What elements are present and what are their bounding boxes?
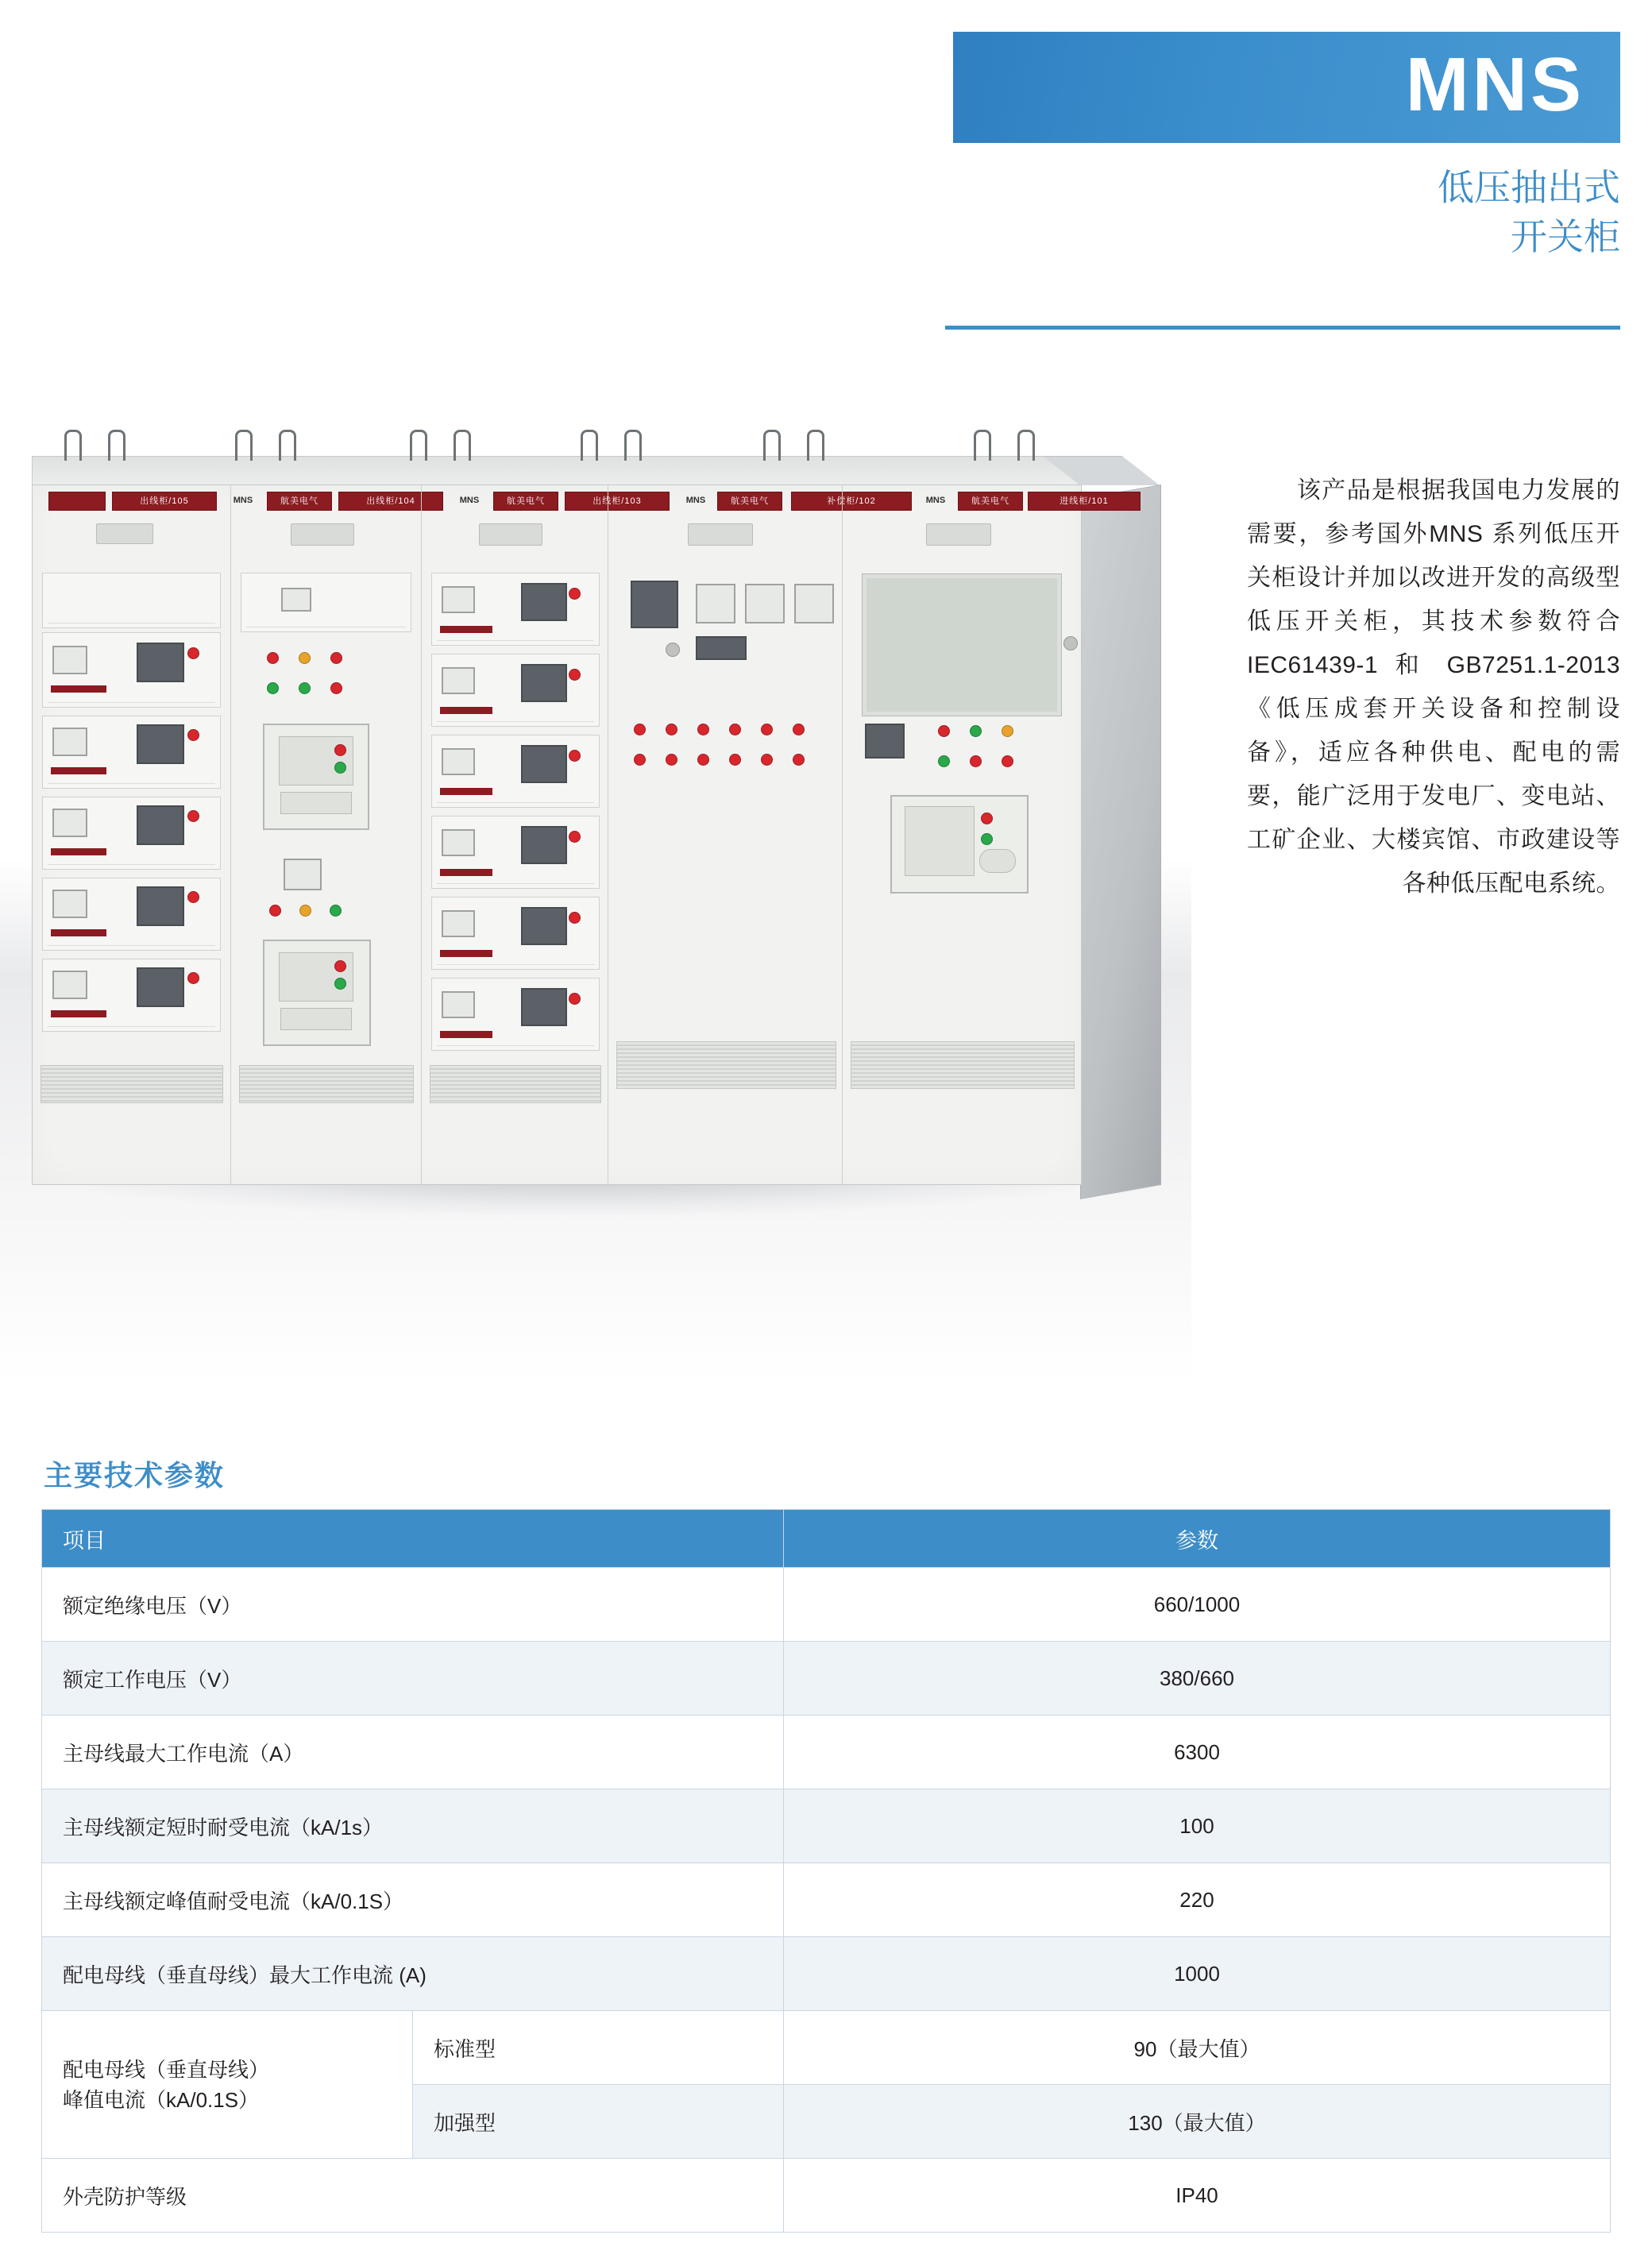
table-row [42,1568,1611,1642]
indicator-lamp-red [793,724,805,735]
unit-label-strip [440,707,492,714]
unit-label-strip [51,1010,106,1017]
brand-tag-plate: 航美电气 [958,492,1023,511]
row-value: 380/660 [784,1642,1611,1716]
indicator-lamp-red [334,744,346,756]
unit-switch-block [137,805,184,845]
breaker-face [279,736,353,786]
indicator-lamp-red [938,725,950,737]
withdrawable-unit [42,573,221,628]
ventilation-louver [616,1041,836,1089]
unit-switch-block [521,826,567,864]
product-subtitle [1064,163,1620,261]
withdrawable-unit [42,632,221,708]
cabinet-panel-103 [422,485,608,1184]
selector-switch [1063,636,1078,650]
row-value: 90（最大值） [784,2011,1611,2085]
product-subtitle-line2: 开关柜 [1511,216,1620,257]
cabinet-label-105: 出线柜/105 [112,492,217,511]
indicator-lamp-red [981,813,993,824]
cabinet-panel-105 [33,485,231,1184]
indicator-lamp-red [634,754,646,766]
indicator-lamp-green [938,755,950,767]
breaker-face [279,952,353,1002]
lifting-eye [1017,430,1035,461]
unit-label-strip [51,685,106,693]
withdrawable-unit [431,735,600,808]
product-subtitle-line1: 低压抽出式 [1438,167,1620,208]
lifting-eye [235,430,253,461]
unit-meter [52,646,87,674]
unit-switch-block [521,583,567,621]
header-divider [945,326,1620,330]
indicator-lamp-amber [299,652,311,664]
indicator-lamp-green [330,905,342,917]
withdrawable-unit [42,797,221,870]
indicator-lamp-red [666,724,677,735]
circuit-breaker [263,724,369,830]
unit-label-strip [51,848,106,855]
unit-switch-block [521,745,567,783]
withdrawable-unit [431,573,600,646]
row-subitem: 加强型 [413,2085,784,2159]
row-value: 6300 [784,1716,1611,1789]
cabinet-front [32,484,1109,1185]
unit-switch-block [137,643,184,682]
unit-meter [442,748,475,775]
indicator-lamp-green [299,682,311,694]
door-handle [688,523,753,546]
row-value: IP40 [784,2159,1611,2233]
table-row [42,1937,1611,2011]
table-row [42,1863,1611,1937]
door-handle [479,523,542,546]
brand-tag-plate: 航美电气 [493,492,558,511]
indicator-lamp-red [569,912,581,924]
header-brand-band [953,32,1620,143]
lifting-eye [279,430,296,461]
breaker-handle [280,792,352,814]
cabinet-panel-104 [231,485,422,1184]
indicator-lamp-red [269,905,281,917]
unit-meter [442,586,475,613]
row-subitem: 标准型 [413,2011,784,2085]
unit-meter [442,910,475,937]
brand-tag-mns: MNS [685,496,706,505]
unit-label-strip [440,1031,492,1038]
withdrawable-unit [42,716,221,789]
withdrawable-unit [431,654,600,727]
lifting-eye [581,430,598,461]
indicator-lamp-red [569,831,581,843]
lifting-eye [108,430,125,461]
product-description: 该产品是根据我国电力发展的需要，参考国外MNS 系列低压开关柜设计并加以改进开发的高级型低压开关柜，其技术参数符合IEC61439-1 和 GB7251.1-2013《低压成套开关设备和控制设备》，适应各种供电、配电的需要，能广泛用于发电厂、变电站、工矿企业、大楼宾馆、市政建设等各种低压配电系统。 [1247,477,1620,897]
cabinet-panel-101 [843,485,1081,1184]
withdrawable-unit [42,959,221,1032]
row-value: 660/1000 [784,1568,1611,1642]
indicator-lamp-red [697,724,709,735]
panel-meter [794,584,834,623]
row-value: 220 [784,1863,1611,1937]
door-handle [291,523,354,546]
cabinet-panel-102 [608,485,843,1184]
indicator-lamp-green [267,682,279,694]
lifting-eye [624,430,642,461]
indicator-lamp-red [187,810,199,822]
control-switch [696,636,747,660]
indicator-lamp-red [569,750,581,762]
header-item: 项目 [42,1510,784,1568]
lifting-eye [763,430,781,461]
indicator-lamp-green [334,762,346,774]
unit-meter [442,991,475,1018]
unit-switch-block [521,907,567,945]
indicator-lamp-red [793,754,805,766]
cabinet-top [32,456,1082,486]
indicator-lamp-red [729,724,741,735]
row-item-line2: 峰值电流（kA/0.1S） [63,2087,260,2112]
product-photo [0,413,1191,1382]
unit-meter [52,728,87,756]
unit-switch-block [137,724,184,764]
row-item: 额定工作电压（V） [42,1642,784,1716]
row-item-line1: 配电母线（垂直母线） [63,2057,270,2082]
door-handle [96,523,153,544]
withdrawable-unit [431,816,600,889]
selector-switch [666,643,680,657]
withdrawable-unit [431,978,600,1051]
indicator-lamp-red [330,682,342,694]
unit-label-strip [440,788,492,795]
indicator-lamp-green [981,833,993,845]
breaker-face [905,806,975,876]
table-row [42,1789,1611,1863]
row-item: 主母线最大工作电流（A） [42,1716,784,1789]
unit-meter [442,829,475,856]
unit-label-strip [51,767,106,774]
ventilation-louver [239,1065,414,1103]
spec-section-title: 主要技术参数 [44,1459,226,1492]
unit-meter [52,890,87,918]
door-handle [926,523,991,546]
brand-tag-mns: MNS [925,496,946,505]
panel-meter [745,584,785,623]
indicator-lamp-red [666,754,677,766]
table-header-row [42,1510,1611,1568]
indicator-lamp-red [330,652,342,664]
table-row [42,1716,1611,1789]
unit-meter [52,809,87,837]
indicator-lamp-green [334,978,346,990]
power-factor-controller [631,581,678,628]
row-item-grouped [42,2011,413,2159]
unit-label-strip [440,626,492,633]
table-row [42,2159,1611,2233]
indicator-lamp-amber [1002,725,1013,737]
breaker-handle [280,1008,352,1030]
spec-table [41,1509,1611,2233]
row-item: 外壳防护等级 [42,2159,784,2233]
panel-meter [696,584,735,623]
ventilation-louver [430,1065,601,1103]
indicator-lamp-red [761,754,773,766]
indicator-lamp-green [970,725,982,737]
brand-tag-plate: 航美电气 [717,492,782,511]
indicator-lamp-red [729,754,741,766]
control-unit [865,724,905,759]
indicator-lamp-red [569,669,581,681]
indicator-lamp-red [697,754,709,766]
row-value: 100 [784,1789,1611,1863]
withdrawable-unit [241,573,411,632]
lifting-eye [410,430,427,461]
indicator-lamp-red [187,891,199,903]
breaker-handle [979,849,1016,873]
indicator-lamp-red [569,993,581,1005]
row-item: 配电母线（垂直母线）最大工作电流 (A) [42,1937,784,2011]
unit-switch-block [521,988,567,1026]
cabinet-side-panel [1080,484,1161,1199]
unit-meter [442,667,475,694]
brand-tag-mns: MNS [233,496,253,505]
ventilation-louver [41,1065,223,1103]
cabinet-label-101: 进线柜/101 [1028,492,1141,511]
unit-meter [284,859,322,890]
row-item: 主母线额定峰值耐受电流（kA/0.1S） [42,1863,784,1937]
lifting-eye [64,430,82,461]
indicator-lamp-red [334,960,346,972]
indicator-lamp-red [634,724,646,735]
lifting-eye [974,430,991,461]
unit-label-strip [440,950,492,957]
indicator-lamp-red [970,755,982,767]
unit-switch-block [137,967,184,1007]
brand-tag-plate: 航美电气 [267,492,332,511]
unit-label-strip [51,929,106,936]
table-row [42,1642,1611,1716]
ventilation-louver [851,1041,1075,1089]
header-param: 参数 [784,1510,1611,1568]
unit-meter [52,971,87,999]
indicator-lamp-red [187,729,199,741]
row-value: 1000 [784,1937,1611,2011]
row-item: 额定绝缘电压（V） [42,1568,784,1642]
unit-switch-block [137,886,184,926]
air-circuit-breaker [890,795,1029,894]
brand-tag-mns: MNS [459,496,480,505]
lifting-eye [454,430,471,461]
withdrawable-unit [42,878,221,951]
indicator-lamp-red [267,652,279,664]
unit-label-strip [440,869,492,876]
cabinet-label-102: 补偿柜/102 [791,492,912,511]
unit-meter [281,588,311,612]
brand-title: MNS [1405,42,1584,127]
indicator-lamp-amber [299,905,311,917]
row-value: 130（最大值） [784,2085,1611,2159]
cabinet-label-104: 出线柜/104 [338,492,443,511]
indicator-lamp-red [187,972,199,984]
unit-switch-block [521,664,567,702]
circuit-breaker [263,940,371,1046]
indicator-lamp-red [569,588,581,600]
table-row [42,2011,1611,2085]
lifting-eye [807,430,824,461]
row-item: 主母线额定短时耐受电流（kA/1s） [42,1789,784,1863]
hmi-display [863,574,1061,716]
withdrawable-unit [431,897,600,970]
cabinet-label-103: 出线柜/103 [565,492,670,511]
indicator-lamp-red [761,724,773,735]
indicator-lamp-red [1002,755,1013,767]
indicator-lamp-red [187,647,199,659]
